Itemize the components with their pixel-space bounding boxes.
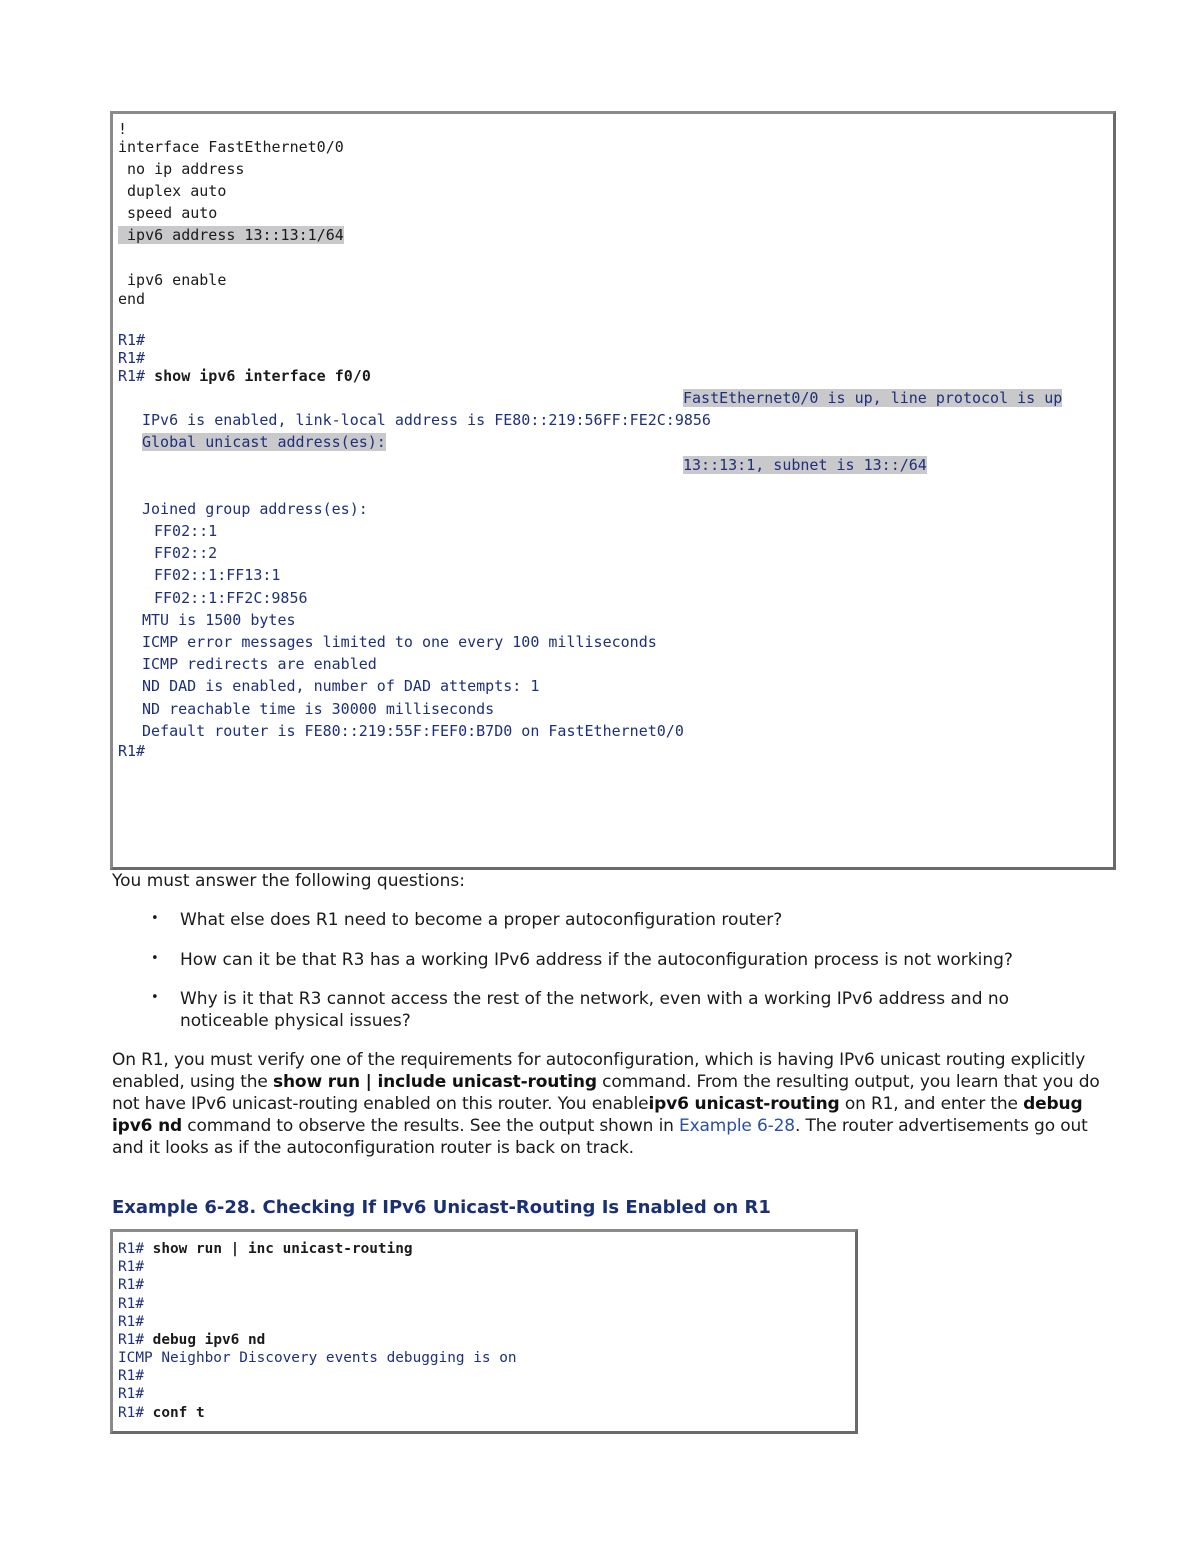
code-line: no ip address	[118, 160, 245, 178]
bullet-icon: •	[151, 911, 159, 926]
output-line-highlighted	[683, 456, 927, 474]
show-command-line	[118, 367, 371, 385]
question-item: What else does R1 need to become a proper autoconfiguration router?	[180, 910, 783, 930]
show-command-line	[118, 1240, 413, 1258]
output-line: Joined group address(es):	[142, 500, 368, 518]
show-run-command: show run | inc unicast-routing	[152, 1241, 413, 1257]
code-line: interface FastEthernet0/0	[118, 138, 344, 156]
prompt-line: R1#	[118, 1386, 144, 1402]
question-item: How can it be that R3 has a working IPv6 address if the autoconfiguration process is not working?	[180, 950, 1013, 970]
output-line: ND DAD is enabled, number of DAD attempts: 1	[142, 677, 540, 695]
conf-command: conf t	[152, 1405, 205, 1421]
output-line-highlighted	[142, 433, 386, 451]
interface-status: FastEthernet0/0 is up, line protocol is up	[683, 389, 1063, 407]
show-command: show ipv6 interface f0/0	[154, 367, 371, 385]
prompt-line: R1#	[118, 742, 146, 760]
output-line: MTU is 1500 bytes	[142, 611, 296, 629]
questions-intro: You must answer the following questions:	[112, 871, 465, 891]
output-line: ICMP error messages limited to one every 100 milliseconds	[142, 633, 657, 651]
inline-command: show run | include unicast-routing	[273, 1072, 597, 1092]
prompt-line: R1#	[118, 1277, 144, 1293]
global-unicast-label: Global unicast address(es):	[142, 433, 386, 451]
prompt: R1#	[118, 367, 146, 385]
group-address: FF02::1:FF2C:9856	[154, 589, 308, 607]
output-line: ND reachable time is 30000 milliseconds	[142, 700, 495, 718]
inline-command: debug ipv6 nd	[112, 1094, 1083, 1136]
example-link[interactable]: Example 6-28	[679, 1116, 795, 1136]
question-item: Why is it that R3 cannot access the rest of the network, even with a working IPv6 address and no noticeable physical issues?	[180, 989, 1010, 1031]
config-code-box	[110, 111, 1116, 870]
output-line: ICMP redirects are enabled	[142, 655, 377, 673]
example-heading: Example 6-28. Checking If IPv6 Unicast-Routing Is Enabled on R1	[112, 1197, 771, 1218]
prompt-line: R1#	[118, 1314, 144, 1330]
conf-command-line	[118, 1404, 205, 1422]
code-line: speed auto	[118, 204, 218, 222]
ipv6-address-highlight: ipv6 address 13::13:1/64	[118, 226, 344, 244]
prompt: R1#	[118, 1332, 144, 1348]
debug-command-line	[118, 1331, 265, 1349]
debug-command: debug ipv6 nd	[152, 1332, 266, 1348]
code-line: ipv6 enable	[118, 271, 227, 289]
inline-command: ipv6 unicast-routing	[648, 1094, 840, 1114]
code-line: end	[118, 290, 146, 308]
code-line-highlighted	[118, 226, 344, 244]
output-line-highlighted	[683, 389, 1062, 407]
prompt: R1#	[118, 1241, 144, 1257]
group-address: FF02::1:FF13:1	[154, 566, 281, 584]
global-unicast-address: 13::13:1, subnet is 13::/64	[683, 456, 927, 474]
output-line: IPv6 is enabled, link-local address is FE80::219:56FF:FE2C:9856	[142, 411, 711, 429]
group-address: FF02::2	[154, 544, 218, 562]
body-paragraph: On R1, you must verify one of the requirements for autoconfiguration, which is having IPv6 unicast routing explicitly enabled, using the show run | include unicast-routing command. From the resulting output, you learn that you do not have IPv6 unicast-routing enabled on this router. You enableipv6 unicast-routing on R1, and enter the debug ipv6 nd command to observe the results. See the output shown in Example 6-28. The router advertisements go out and it looks as if the autoconfiguration router is back on track.	[112, 1050, 1100, 1158]
output-line: Default router is FE80::219:55F:FEF0:B7D0 on FastEthernet0/0	[142, 722, 684, 740]
code-line: !	[118, 120, 128, 138]
debug-output: ICMP Neighbor Discovery events debugging is on	[118, 1350, 517, 1366]
prompt-line: R1#	[118, 349, 146, 367]
prompt-line: R1#	[118, 331, 146, 349]
prompt: R1#	[118, 1405, 144, 1421]
prompt-line: R1#	[118, 1296, 144, 1312]
bullet-icon: •	[151, 990, 159, 1005]
prompt-line: R1#	[118, 1259, 144, 1275]
prompt-line: R1#	[118, 1368, 144, 1384]
bullet-icon: •	[151, 951, 159, 966]
group-address: FF02::1	[154, 522, 218, 540]
code-line: duplex auto	[118, 182, 227, 200]
